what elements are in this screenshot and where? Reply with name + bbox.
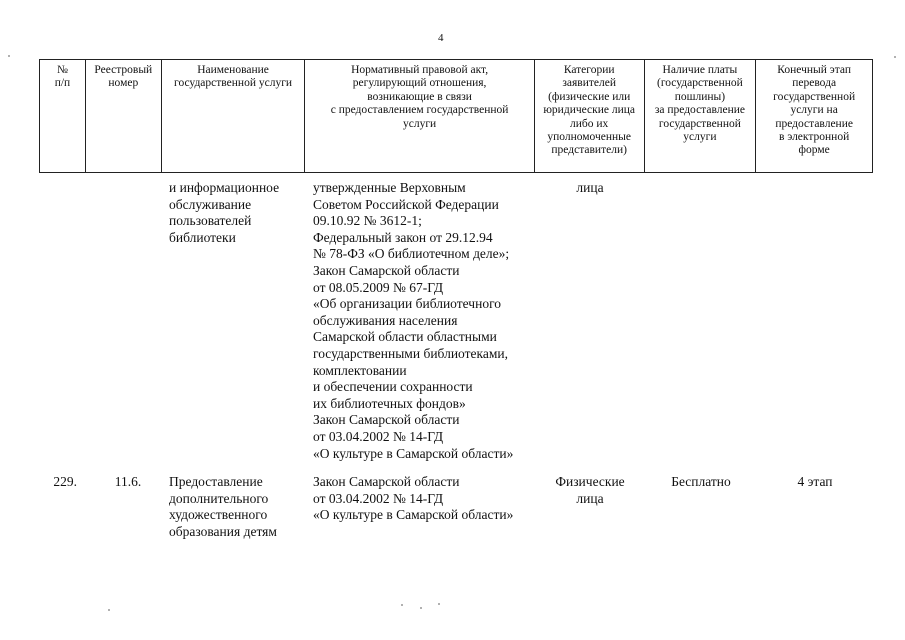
row-service: и информационное обслуживание пользователей библиотеки — [169, 180, 280, 245]
header-stage: Конечный этап перевода государственной услуги на предоставление в электронной форме — [773, 64, 856, 157]
header-act: Нормативный правовой акт, регулирующий отношения, возникающие в связи с предоставлением государственной услуги — [305, 60, 534, 172]
header-registry: Реестровый номер — [86, 60, 162, 172]
row-act: утвержденные Верховным Советом Российской Федерации 09.10.92 № 3612-1; Федеральный закон от 29.12.94 № 78-ФЗ «О библиотечном деле»; Закон Самарской области от 08.05.2009 № 67-ГД «Об организации библиотечного обслуживания населения Самарской области областными государственными библиотеками, комплектовании и обеспечении сохранности их библиотечных фондов» Закон Самарской области от 03.04.2002 № 14-ГД «О культуре в Самарской области» — [313, 180, 514, 461]
scan-speck — [420, 607, 422, 609]
row-stage: 4 этап — [797, 474, 833, 489]
scan-speck — [8, 55, 10, 57]
row-applicants: Физические лица — [555, 474, 625, 506]
row-applicants: лица — [576, 180, 604, 195]
row-fee — [645, 180, 757, 462]
row-service: Предоставление дополнительного художественного образования детям — [169, 474, 277, 539]
header-applicants: Категории заявителей (физические или юридические лица либо их уполномоченные представители) — [535, 60, 645, 172]
row-registry: 11.6. — [114, 474, 142, 489]
row-fee: Бесплатно — [671, 474, 731, 489]
scan-speck — [438, 603, 440, 605]
header-num: № п/п — [40, 60, 86, 172]
row-stage — [757, 180, 873, 462]
row-num — [39, 180, 85, 462]
scan-speck — [894, 56, 896, 58]
row-act: Закон Самарской области от 03.04.2002 № 14-ГД «О культуре в Самарской области» — [313, 474, 514, 523]
table-row — [39, 180, 873, 462]
row-num: 229. — [53, 474, 77, 489]
scan-speck — [401, 604, 403, 606]
page-number: 4 — [438, 32, 444, 44]
row-registry — [85, 180, 161, 462]
header-fee: Наличие платы (государственной пошлины) за предоставление государственной услуги — [645, 60, 757, 172]
table-header — [39, 59, 873, 173]
header-service: Наименование государственной услуги — [162, 60, 306, 172]
table-row — [39, 474, 873, 540]
scan-speck — [108, 609, 110, 611]
